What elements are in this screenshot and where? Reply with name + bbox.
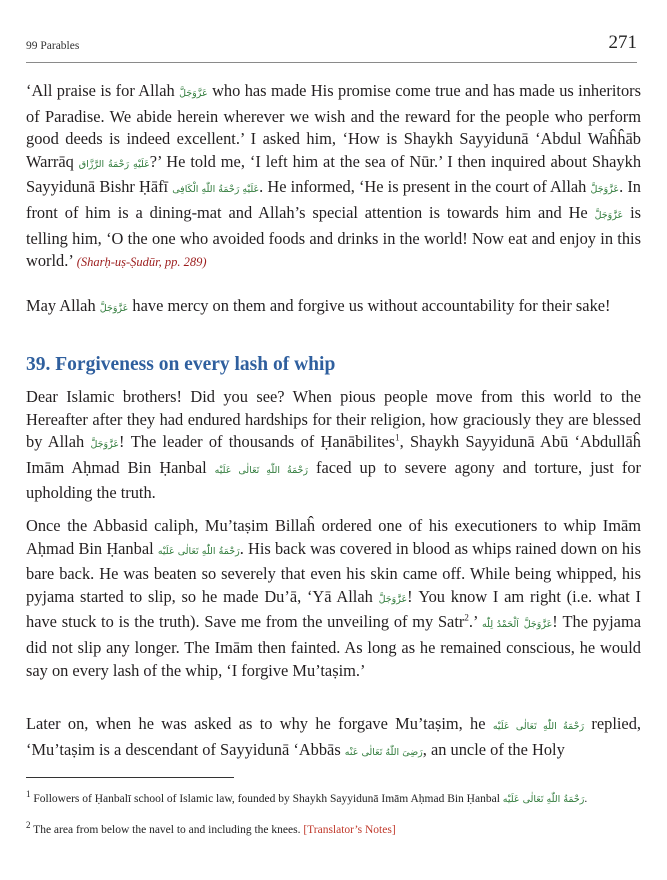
text-run: , an uncle of the Holy <box>422 739 565 759</box>
text-run: Dear Islamic brothers! Did you see? When pious people move from this world to the Hereafter after they had endured hardships for their religion, how graciously they are blessed by Allah <box>26 387 641 452</box>
arabic-honorific: عَلَيْهِ رَحْمَةُ الرَّزَّاق <box>78 158 150 170</box>
paragraph-intro <box>26 386 641 505</box>
running-title: 99 Parables <box>26 40 80 52</box>
footnote-number: 1 <box>26 789 31 800</box>
text-run: ! The leader of thousands of Ḥanābilites <box>119 432 396 452</box>
section-heading: 39. Forgiveness on every lash of whip <box>26 354 336 375</box>
text-run: Once the Abbasid caliph, Mu’taṣim Billaĥ ordered one of his executioners to whip Imām Aḥmad Bin Ḥanbal <box>26 516 641 558</box>
text-run: ! The pyjama did not slip any longer. The Imām then fainted. As long as he remained conscious, he would say on every lash of the whip, ‘I forgive Mu’taṣim.’ <box>26 612 641 680</box>
translator-note: [Translator’s Notes] <box>303 824 396 836</box>
text-run: is telling him, ‘O the one who avoided foods and drinks in the world! Now eat and enjoy in this world.’ <box>26 202 641 271</box>
page-number: 271 <box>608 32 637 53</box>
arabic-honorific: عَزَّوَجَلَّ <box>179 88 208 99</box>
arabic-honorific: رَحْمَةُ اللّٰهِ تَعَالٰى عَلَيْه <box>214 464 309 476</box>
footnote-text: Followers of Ḥanbalī school of Islamic law, founded by Shaykh Sayyidunā Imām Aḥmad Bin Ḥanbal <box>30 793 503 805</box>
footnote-marker[interactable]: 1 <box>395 432 400 443</box>
text-run: . He informed, ‘He is present in the court of Allah <box>259 177 591 197</box>
arabic-honorific: عَزَّوَجَلَّ <box>99 303 129 314</box>
footnote-number: 2 <box>26 820 31 831</box>
text-run: replied, ‘Mu’taṣim is a descendant of Sayyidunā ‘Abbās <box>26 714 641 759</box>
text-run: ! You know I am right (i.e. what I have stuck to is the truth). Save me from the unveiling of my Satr <box>26 586 641 632</box>
arabic-honorific: عَزَّوَجَلَّ <box>90 439 120 451</box>
arabic-honorific: عَزَّوَجَلَّ <box>523 619 553 631</box>
paragraph-forgiveness <box>26 713 641 764</box>
text-run: ?’ He told me, ‘I left him at the sea of Nūr.’ I then inquired about Shaykh Sayyidunā Bishr Ḥāfī <box>26 151 642 197</box>
text-run: Later on, when he was asked as to why he forgave Mu’taṣim, he <box>26 714 493 733</box>
footnote-1 <box>26 791 646 808</box>
arabic-honorific: عَزَّوَجَلَّ <box>378 593 408 605</box>
arabic-honorific: عَلَيْهِ رَحْمَةُ اللّٰهِ الْكَافِى <box>172 184 260 196</box>
text-run: . His back was covered in blood as whips rained down on his bare back. He was beaten so severely that even his skin came off. While being whipped, his pyjama started to slip, so he made Du’ā, ‘Yā Allah <box>26 538 641 606</box>
arabic-honorific: رَضِىَ اللّٰهُ تَعَالٰى عَنْه <box>344 746 423 758</box>
text-run: , Shaykh Sayyidunā Abū ‘Abdullāĥ Imām Aḥmad Bin Ḥanbal <box>26 432 641 477</box>
footnote-divider <box>26 777 234 778</box>
text-run: have mercy on them and forgive us without accountability for their sake! <box>128 296 611 315</box>
arabic-honorific: رَحْمَةُ اللّٰهِ تَعَالٰى عَلَيْه <box>157 545 240 557</box>
text-run: . In front of him is a dining-mat and Allah’s special attention is towards him and He <box>26 177 641 222</box>
arabic-honorific: رَحْمَةُ اللّٰهِ تَعَالٰى عَلَيْه <box>492 721 585 732</box>
paragraph-praise <box>26 80 641 274</box>
text-run: faced up to severe agony and torture, just for upholding the truth. <box>26 457 641 503</box>
text-run: ‘All praise is for Allah <box>26 81 180 100</box>
footnote-text: The area from below the navel to and including the knees. <box>30 824 304 836</box>
arabic-honorific: رَحْمَةُ اللّٰهِ تَعَالٰى عَلَيْه <box>502 794 585 805</box>
paragraph-whipping <box>26 515 641 682</box>
text-run: May Allah <box>26 296 100 315</box>
source-reference: (Sharḥ-uṣ-Ṣudūr, pp. 289) <box>76 255 207 270</box>
page-header <box>26 30 637 60</box>
header-divider <box>26 62 637 63</box>
footnote-marker[interactable]: 2 <box>464 612 469 623</box>
arabic-honorific: عَزَّوَجَلَّ <box>594 209 624 221</box>
text-run: .’ <box>468 612 482 632</box>
footnote-text: . <box>584 793 588 805</box>
arabic-honorific: اَلْحَمْدُ لِلّٰه <box>481 619 519 631</box>
text-run: who has made His promise come true and has made us inheritors of Paradise. We abide herein wherever we wish and the reward for the people who perform good deeds is indeed excellent.’ I asked him, ‘How is Shaykh Sayyidunā ‘Abdul Waĥĥāb Warrāq <box>26 81 641 171</box>
arabic-honorific: عَزَّوَجَلَّ <box>590 184 620 196</box>
footnote-2 <box>26 822 646 838</box>
paragraph-prayer <box>26 295 641 321</box>
